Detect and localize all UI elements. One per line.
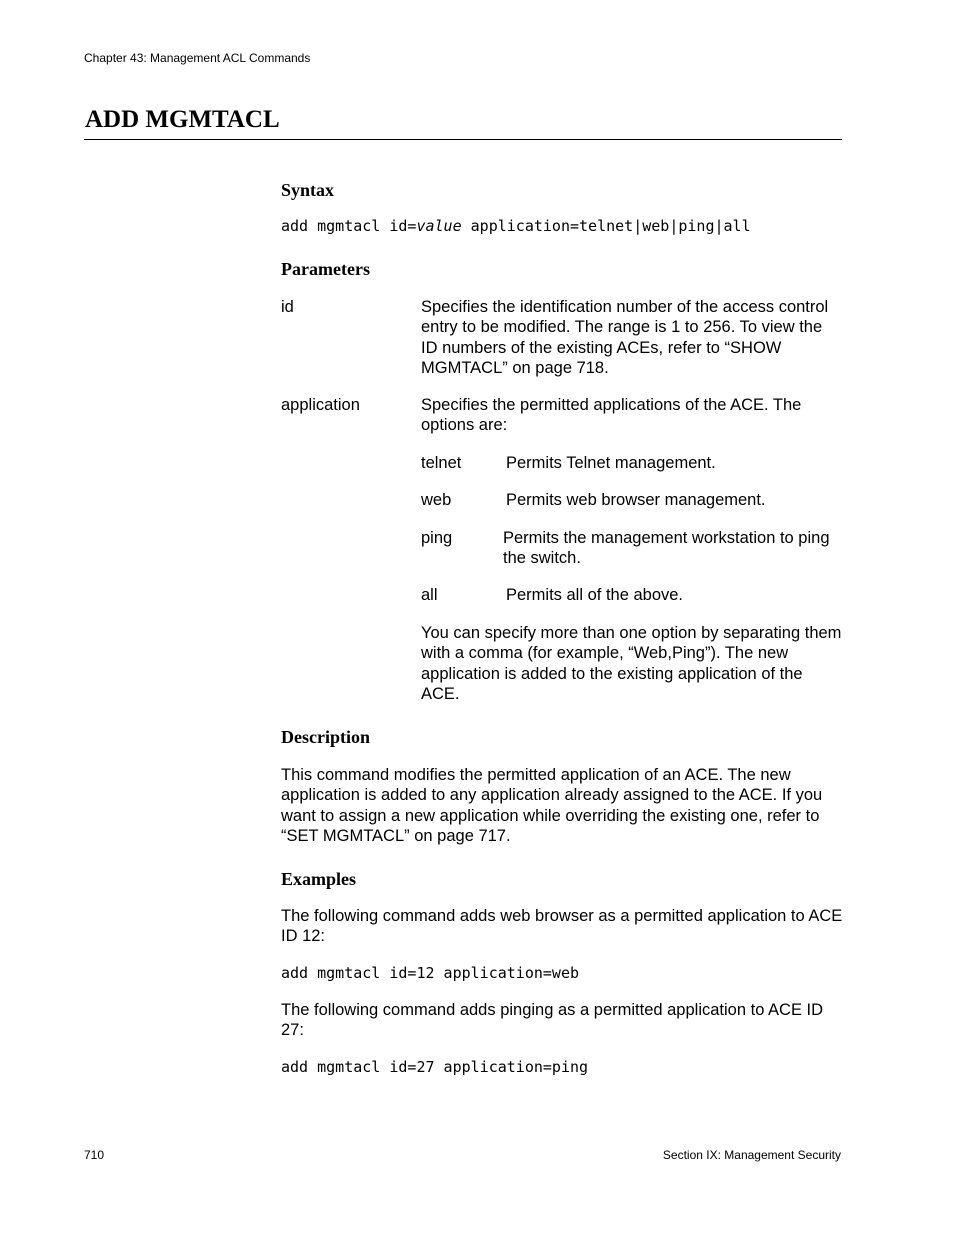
syntax-command-prefix: add mgmtacl id= xyxy=(281,217,417,235)
syntax-command xyxy=(281,217,751,235)
option-desc-all: Permits all of the above. xyxy=(506,586,684,604)
option-desc-web: Permits web browser management. xyxy=(506,491,766,509)
description-text: This command modifies the permitted application of an ACE. The new application is added to any application already assigned to the ACE. If you want to assign a new application while overriding the existing one, refer to “SET MGMTACL” on page 717. xyxy=(281,766,823,845)
example-1-text: The following command adds web browser as a permitted application to ACE ID 12: xyxy=(281,907,843,946)
option-name-telnet: telnet xyxy=(421,454,462,472)
option-desc-ping: Permits the management workstation to ping the switch. xyxy=(503,529,830,568)
application-note: You can specify more than one option by separating them with a comma (for example, “Web,Ping”). The new application is added to the existing application of the ACE. xyxy=(421,624,842,703)
option-name-all: all xyxy=(421,586,438,604)
option-name-web: web xyxy=(421,491,452,509)
param-desc-application: Specifies the permitted applications of the ACE. The options are: xyxy=(421,396,802,435)
syntax-heading: Syntax xyxy=(281,180,335,200)
parameters-heading: Parameters xyxy=(281,259,370,279)
option-desc-telnet: Permits Telnet management. xyxy=(506,454,716,472)
page-title: ADD MGMTACL xyxy=(85,106,280,133)
param-desc-id: Specifies the identification number of the access control entry to be modified. The range is 1 to 256. To view the ID numbers of the existing ACEs, refer to “SHOW MGMTACL” on page 718. xyxy=(421,298,829,377)
example-1-code: add mgmtacl id=12 application=web xyxy=(281,964,580,982)
example-2-code: add mgmtacl id=27 application=ping xyxy=(281,1058,589,1076)
running-footer: Section IX: Management Security xyxy=(662,1148,841,1162)
examples-heading: Examples xyxy=(281,869,357,889)
running-header: Chapter 43: Management ACL Commands xyxy=(84,51,311,65)
title-rule xyxy=(84,139,842,140)
option-name-ping: ping xyxy=(421,529,453,547)
example-2-text: The following command adds pinging as a permitted application to ACE ID 27: xyxy=(281,1001,824,1040)
param-name-application: application xyxy=(281,396,360,414)
page-number: 710 xyxy=(84,1148,105,1162)
syntax-command-value: value xyxy=(416,217,462,235)
syntax-command-suffix: application=telnet|web|ping|all xyxy=(461,217,751,235)
description-heading: Description xyxy=(281,727,370,747)
param-name-id: id xyxy=(281,298,294,316)
